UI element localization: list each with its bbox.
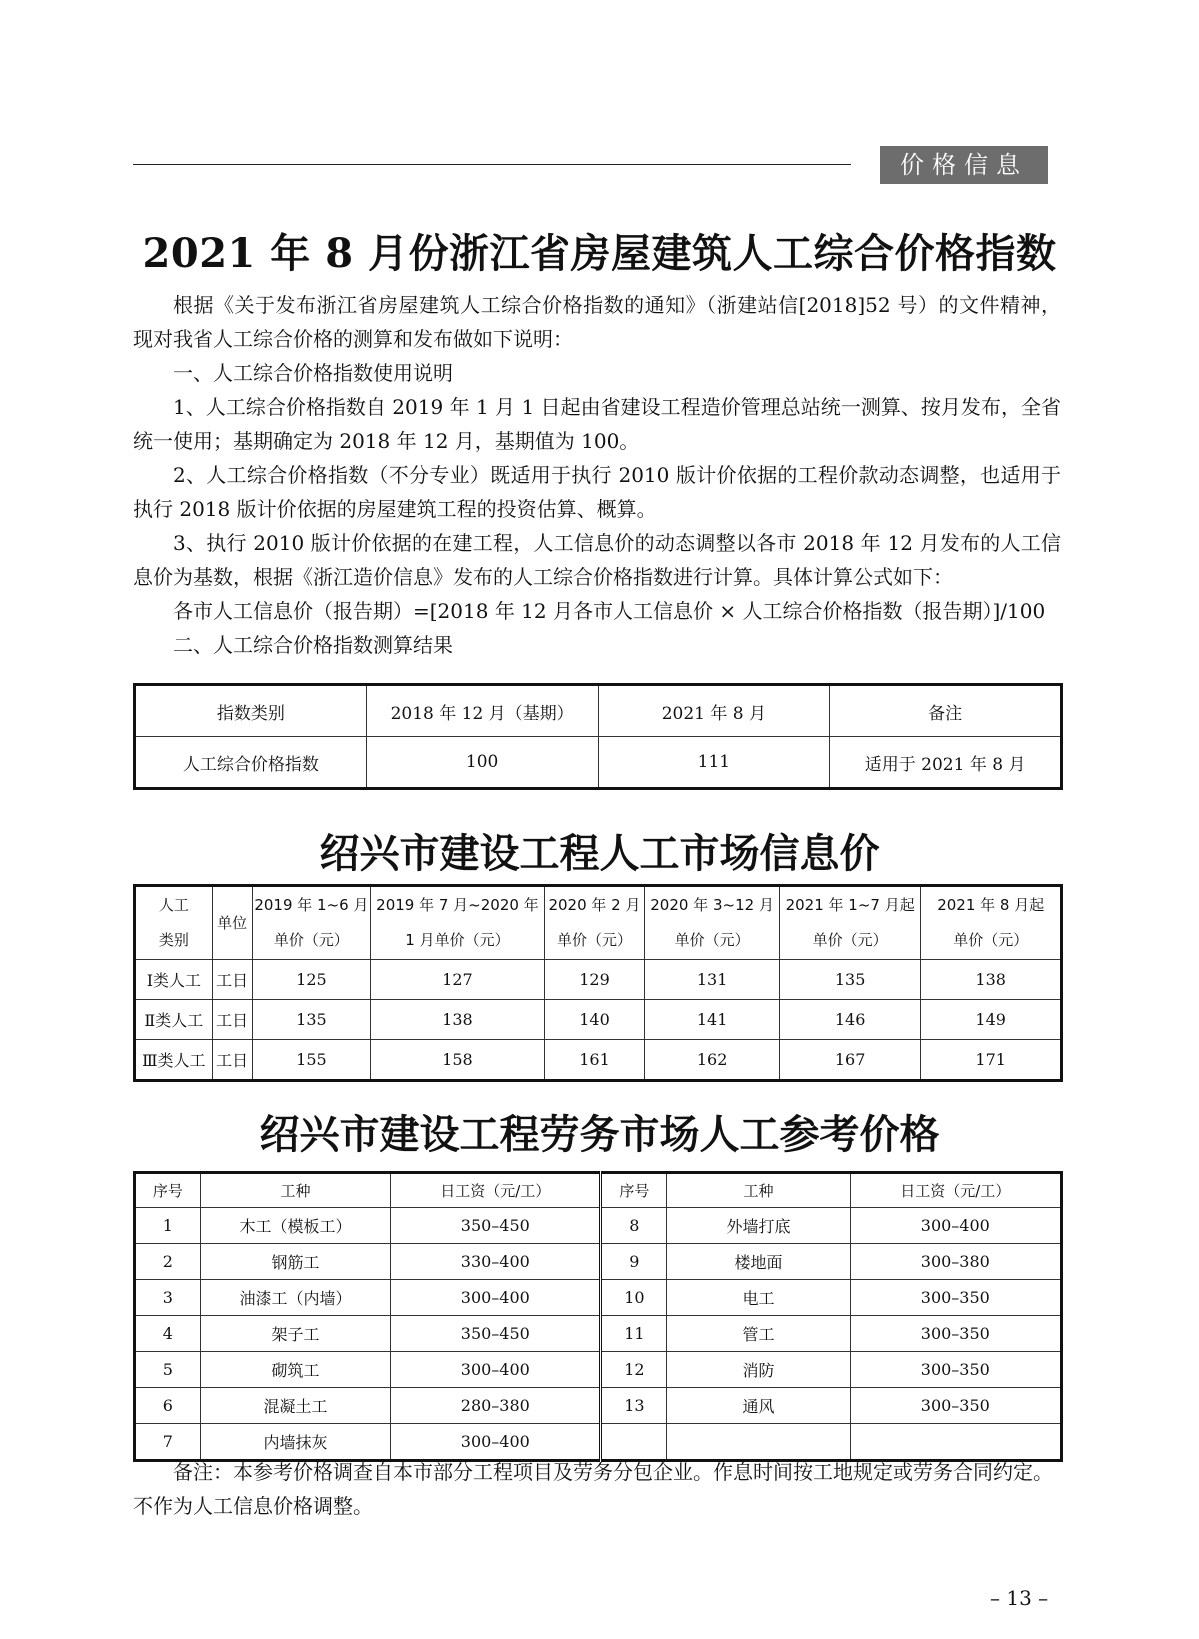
table-cell: 138 xyxy=(921,960,1062,1000)
table-cell: 10 xyxy=(601,1280,667,1316)
title-labor-price: 绍兴市建设工程劳务市场人工参考价格 xyxy=(259,1111,940,1158)
table-cell: 111 xyxy=(598,737,830,789)
table-header-cell: 2020 年 3~12 月 单价（元） xyxy=(645,886,780,960)
table-cell: 138 xyxy=(371,1000,544,1040)
table-cell: 350–450 xyxy=(391,1316,601,1352)
formula: 各市人工信息价（报告期）=[2018 年 12 月各市人工信息价 × 人工综合价格指数（报告期）]/100 xyxy=(173,599,1046,623)
paragraph: 一、人工综合价格指数使用说明 xyxy=(173,361,453,385)
table-cell: 7 xyxy=(135,1424,201,1461)
table-header-cell: 2019 年 7 月~2020 年 1 月单价（元） xyxy=(371,886,544,960)
table-cell: 混凝土工 xyxy=(200,1388,390,1424)
table-cell: 300–400 xyxy=(391,1424,601,1461)
header-rule xyxy=(133,164,851,165)
table-header-cell: 2021 年 8 月起 单价（元） xyxy=(921,886,1062,960)
table-header-cell: 2018 年 12 月（基期） xyxy=(366,685,598,737)
table-cell: 4 xyxy=(135,1316,201,1352)
table-cell: 工日 xyxy=(212,1000,252,1040)
table-header-cell: 单位 xyxy=(212,886,252,960)
table-header-cell: 工种 xyxy=(667,1173,850,1208)
table-cell: 8 xyxy=(601,1208,667,1244)
table-cell: 155 xyxy=(252,1040,371,1081)
table-header-cell: 2019 年 1~6 月 单价（元） xyxy=(252,886,371,960)
table-cell: 砌筑工 xyxy=(200,1352,390,1388)
table-cell: 消防 xyxy=(667,1352,850,1388)
table-header-cell: 备注 xyxy=(830,685,1062,737)
table-row xyxy=(135,737,1062,789)
table-cell: 300–350 xyxy=(850,1352,1061,1388)
table-cell: 300–400 xyxy=(850,1208,1061,1244)
table-row xyxy=(135,1208,1062,1244)
table-cell: 129 xyxy=(544,960,645,1000)
table-cell: 工日 xyxy=(212,960,252,1000)
table-cell: 300–380 xyxy=(850,1244,1061,1280)
table-cell: 135 xyxy=(252,1000,371,1040)
title-index: 2021 年 8 月份浙江省房屋建筑人工综合价格指数 xyxy=(142,230,1057,277)
table-cell: 135 xyxy=(779,960,921,1000)
table-header-row xyxy=(135,685,1062,737)
paragraph: 1、人工综合价格指数自 2019 年 1 月 1 日起由省建设工程造价管理总站统一测算、按月发布，全省统一使用；基期确定为 2018 年 12 月，基期值为 100。 xyxy=(133,395,1061,453)
table-cell: 100 xyxy=(366,737,598,789)
table-row xyxy=(135,1000,1062,1040)
table-header-row xyxy=(135,1173,1062,1208)
table-cell: 油漆工（内墙） xyxy=(200,1280,390,1316)
table-cell: 300–400 xyxy=(391,1280,601,1316)
table-header-row xyxy=(135,886,1062,960)
table-row xyxy=(135,1352,1062,1388)
table-cell: 1 xyxy=(135,1208,201,1244)
table-cell: 350–450 xyxy=(391,1208,601,1244)
table-cell: 工日 xyxy=(212,1040,252,1081)
table-cell: Ⅱ类人工 xyxy=(135,1000,213,1040)
table-cell: 300–350 xyxy=(850,1388,1061,1424)
table-cell: 6 xyxy=(135,1388,201,1424)
table-cell: 5 xyxy=(135,1352,201,1388)
table-cell: 280–380 xyxy=(391,1388,601,1424)
table-cell: 12 xyxy=(601,1352,667,1388)
paragraph: 根据《关于发布浙江省房屋建筑人工综合价格指数的通知》（浙建站信[2018]52 号）的文件精神，现对我省人工综合价格的测算和发布做如下说明： xyxy=(133,293,1061,351)
table-cell: 适用于 2021 年 8 月 xyxy=(830,737,1062,789)
table-row xyxy=(135,1316,1062,1352)
table-cell: 外墙打底 xyxy=(667,1208,850,1244)
table-cell: Ⅰ类人工 xyxy=(135,960,213,1000)
table-cell: 162 xyxy=(645,1040,780,1081)
table-header-cell: 序号 xyxy=(601,1173,667,1208)
table-cell: 131 xyxy=(645,960,780,1000)
table-cell: 167 xyxy=(779,1040,921,1081)
intro-text xyxy=(133,288,1061,662)
table-cell: 140 xyxy=(544,1000,645,1040)
table-cell: 300–350 xyxy=(850,1316,1061,1352)
table-cell: 人工综合价格指数 xyxy=(135,737,367,789)
table-cell: 171 xyxy=(921,1040,1062,1081)
index-table xyxy=(133,683,1063,790)
section-tag: 价格信息 xyxy=(880,146,1048,184)
table-row xyxy=(135,1040,1062,1081)
table-cell: 330–400 xyxy=(391,1244,601,1280)
table-cell: 161 xyxy=(544,1040,645,1081)
table-header-cell: 2020 年 2 月 单价（元） xyxy=(544,886,645,960)
table-cell: 149 xyxy=(921,1000,1062,1040)
table-header-cell: 工种 xyxy=(200,1173,390,1208)
table-cell: 158 xyxy=(371,1040,544,1081)
table-row xyxy=(135,1388,1062,1424)
table-header-cell: 序号 xyxy=(135,1173,201,1208)
page-number: – 13 – xyxy=(990,1586,1049,1610)
table-cell: 9 xyxy=(601,1244,667,1280)
table-cell: 127 xyxy=(371,960,544,1000)
table-cell: 管工 xyxy=(667,1316,850,1352)
table-row xyxy=(135,1244,1062,1280)
table-cell: 300–400 xyxy=(391,1352,601,1388)
table-cell: 300–350 xyxy=(850,1280,1061,1316)
table-header-cell: 指数类别 xyxy=(135,685,367,737)
table-cell: 通风 xyxy=(667,1388,850,1424)
labor-price-table xyxy=(133,1171,1063,1462)
table-cell: 架子工 xyxy=(200,1316,390,1352)
paragraph: 二、人工综合价格指数测算结果 xyxy=(173,633,453,657)
table-cell: 木工（模板工） xyxy=(200,1208,390,1244)
table-cell: 楼地面 xyxy=(667,1244,850,1280)
table-header-cell: 日工资（元/工） xyxy=(850,1173,1061,1208)
note-text: 备注：本参考价格调查自本市部分工程项目及劳务分包企业。作息时间按工地规定或劳务合同约定。不作为人工信息价格调整。 xyxy=(133,1460,1053,1518)
table-cell: 3 xyxy=(135,1280,201,1316)
table-header-cell: 人工 类别 xyxy=(135,886,213,960)
table-row xyxy=(135,960,1062,1000)
table-cell: 电工 xyxy=(667,1280,850,1316)
market-price-table xyxy=(133,884,1063,1082)
table-cell: 141 xyxy=(645,1000,780,1040)
table-cell: 钢筋工 xyxy=(200,1244,390,1280)
table-header-cell: 2021 年 8 月 xyxy=(598,685,830,737)
table-cell: 125 xyxy=(252,960,371,1000)
paragraph: 3、执行 2010 版计价依据的在建工程，人工信息价的动态调整以各市 2018 年 12 月发布的人工信息价为基数，根据《浙江造价信息》发布的人工综合价格指数进行计算。具体计算公式如下： xyxy=(133,531,1061,589)
table-cell: 11 xyxy=(601,1316,667,1352)
table-cell: 内墙抹灰 xyxy=(200,1424,390,1461)
table-cell: Ⅲ类人工 xyxy=(135,1040,213,1081)
table-header-cell: 2021 年 1~7 月起 单价（元） xyxy=(779,886,921,960)
paragraph: 2、人工综合价格指数（不分专业）既适用于执行 2010 版计价依据的工程价款动态调整，也适用于执行 2018 版计价依据的房屋建筑工程的投资估算、概算。 xyxy=(133,463,1061,521)
table-cell: 2 xyxy=(135,1244,201,1280)
table-cell: 13 xyxy=(601,1388,667,1424)
table-row xyxy=(135,1280,1062,1316)
title-market-price: 绍兴市建设工程人工市场信息价 xyxy=(319,830,880,877)
table-header-cell: 日工资（元/工） xyxy=(391,1173,601,1208)
table-cell: 146 xyxy=(779,1000,921,1040)
